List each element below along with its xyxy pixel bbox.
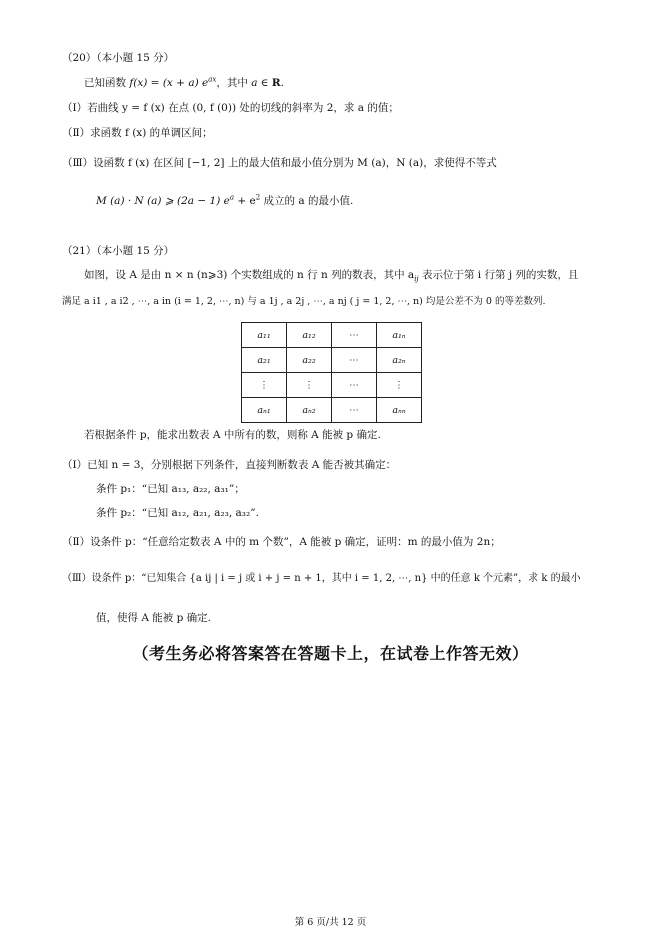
- table-cell: a₁₁: [242, 323, 287, 348]
- q20-part1: （Ⅰ）若曲线 y = f (x) 在点 (0, f (0)) 处的切线的斜率为 2，求 a 的值；: [62, 102, 399, 114]
- q21-stem-line1: 如图，设 A 是由 n × n (n⩾3) 个实数组成的 n 行 n 列的数表，其中 $a_{ij}$ 表示位于第 i 行第 j 列的实数，且: [84, 269, 579, 284]
- table-cell: ⋯: [332, 398, 377, 423]
- q21-condition-p1: 条件 p₁：“已知 a₁₃, a₂₂, a₃₁”；: [96, 483, 245, 495]
- table-cell: aₙ₁: [242, 398, 287, 423]
- table-row: [242, 398, 422, 423]
- q20-stem: 已知函数 f(x) = (x + a) $e^{ax}$，其中 a ∈ R.: [84, 75, 284, 89]
- q20-part3: （Ⅲ）设函数 f (x) 在区间 [−1, 2] 上的最大值和最小值分别为 M (a)，N (a)，求使得不等式: [62, 157, 497, 169]
- number-array-table: [241, 322, 422, 423]
- exam-notice: （考生务必将答案答在答题卡上，在试卷上作答无效）: [132, 644, 529, 663]
- table-cell: ⋯: [332, 323, 377, 348]
- table-cell: aₙ₂: [287, 398, 332, 423]
- q21-part3: （Ⅲ）设条件 p：“已知集合 {a ij | i = j 或 i + j = n + 1，其中 i = 1, 2, ⋯, n} 中的任意 k 个元素”，求 k 的最小: [62, 573, 581, 584]
- table-cell: a₂₁: [242, 348, 287, 373]
- table-cell: ⋮: [242, 373, 287, 398]
- table-cell: a₂₂: [287, 348, 332, 373]
- table-row: [242, 323, 422, 348]
- table-cell: a₂ₙ: [377, 348, 422, 373]
- q21-determined-definition: 若根据条件 p，能求出数表 A 中所有的数，则称 A 能被 p 确定.: [84, 429, 381, 441]
- table-row: [242, 348, 422, 373]
- page-footer: 第 6 页/共 12 页: [294, 917, 367, 928]
- q20-part3-inequality: M (a) · N (a) ⩾ (2a − 1) $e^a + e^2$ 成立的 a 的最小值.: [96, 193, 354, 207]
- table-cell: aₙₙ: [377, 398, 422, 423]
- table-cell: ⋮: [377, 373, 422, 398]
- q20-header: （20）（本小题 15 分）: [62, 52, 175, 64]
- table-cell: ⋮: [287, 373, 332, 398]
- table-cell: ⋯: [332, 348, 377, 373]
- q21-stem-line2: 满足 a i1 , a i2 , ⋯, a in (i = 1, 2, ⋯, n) 与 a 1j , a 2j , ⋯, a nj ( j = 1, 2, ⋯, n) 均是公差不为 0 的等差数列.: [62, 296, 546, 307]
- q21-header: （21）（本小题 15 分）: [62, 245, 175, 257]
- q21-part2: （Ⅱ）设条件 p：“任意给定数表 A 中的 m 个数”，A 能被 p 确定，证明：m 的最小值为 2n；: [62, 536, 501, 548]
- table-cell: ⋯: [332, 373, 377, 398]
- table-row: [242, 373, 422, 398]
- table-cell: a₁₂: [287, 323, 332, 348]
- q21-part1: （Ⅰ）已知 n = 3，分别根据下列条件，直接判断数表 A 能否被其确定：: [62, 459, 397, 471]
- q20-part2: （Ⅱ）求函数 f (x) 的单调区间；: [62, 127, 213, 139]
- q21-condition-p2: 条件 p₂：“已知 a₁₂, a₂₁, a₂₃, a₃₂”.: [96, 507, 259, 519]
- table-cell: a₁ₙ: [377, 323, 422, 348]
- q21-part3-cont: 值，使得 A 能被 p 确定.: [96, 612, 211, 624]
